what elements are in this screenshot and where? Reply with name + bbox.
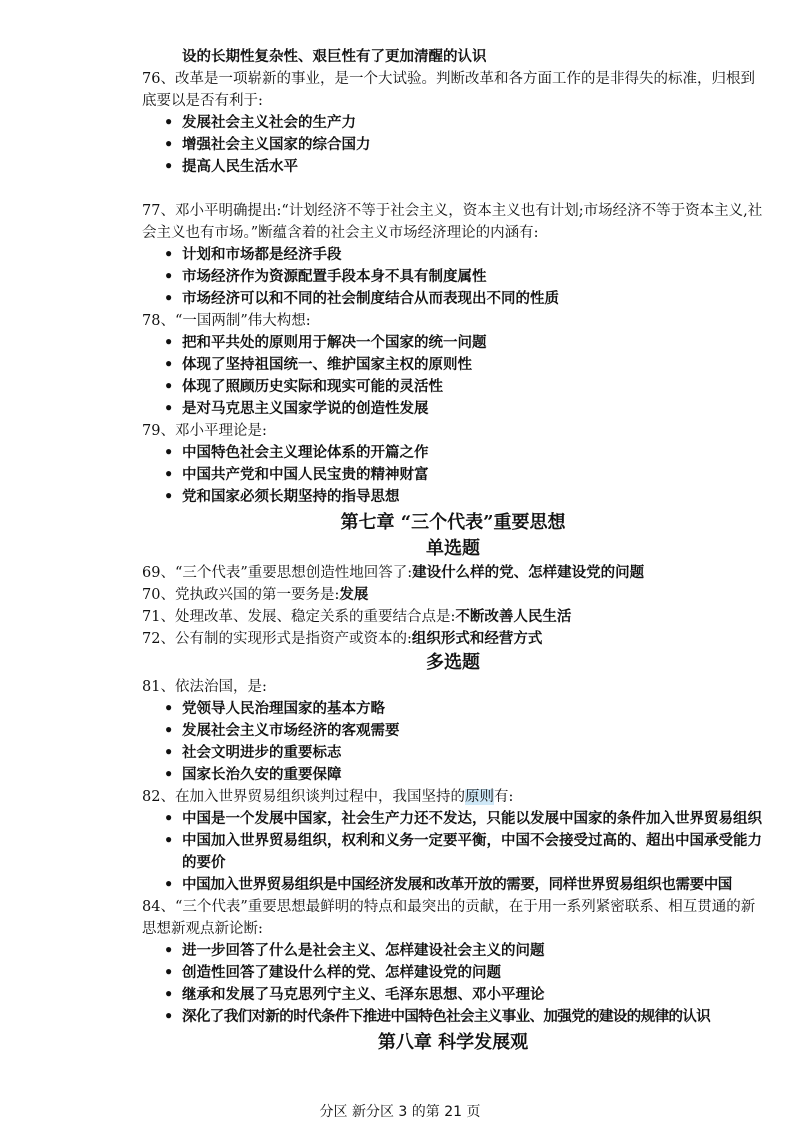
- list-item: • 党和国家必须长期坚持的指导思想: [142, 486, 764, 508]
- bullet-icon: •: [164, 444, 174, 461]
- highlighted-text: 原则: [464, 789, 494, 805]
- bullet-icon: •: [164, 378, 174, 395]
- bullet-icon: •: [164, 268, 174, 285]
- single-question-71: 71、处理改革、发展、稳定关系的重要结合点是:不断改善人民生活: [142, 608, 572, 625]
- page-footer: 分区 新分区 3 的第 21 页: [319, 1104, 481, 1120]
- list-item: • 发展社会主义社会的生产力: [142, 112, 764, 134]
- list-item: • 计划和市场都是经济手段: [142, 244, 764, 266]
- list-item: • 深化了我们对新的时代条件下推进中国特色社会主义事业、加强党的建设的规律的认识: [142, 1006, 764, 1028]
- multi-choice-heading: 多选题: [426, 652, 480, 673]
- bullet-icon: •: [164, 488, 174, 505]
- bullet-icon: •: [164, 722, 174, 739]
- question-number: 78、: [142, 313, 175, 329]
- single-choice-heading: 单选题: [426, 538, 480, 559]
- question-79: [142, 420, 764, 442]
- list-item: • 社会文明进步的重要标志: [142, 742, 764, 764]
- question-text: “一国两制”伟大构想:: [174, 313, 311, 329]
- list-item: • 党领导人民治理国家的基本方略: [142, 698, 764, 720]
- list-item: • 中国是一个发展中国家，社会生产力还不发达，只能以发展中国家的条件加入世界贸易组织: [142, 808, 764, 830]
- list-item: • 进一步回答了什么是社会主义、怎样建设社会主义的问题: [142, 940, 764, 962]
- bullet-icon: •: [164, 942, 174, 959]
- question-78: [142, 310, 764, 332]
- options-list: [142, 332, 764, 420]
- bullet-icon: •: [164, 114, 174, 131]
- question-77: [142, 200, 764, 244]
- bullet-icon: •: [164, 158, 174, 175]
- list-item: • 市场经济可以和不同的社会制度结合从而表现出不同的性质: [142, 288, 764, 310]
- list-item: • 国家长治久安的重要保障: [142, 764, 764, 786]
- chapter-8-heading: 第八章 科学发展观: [377, 1032, 529, 1053]
- question-76: [142, 68, 764, 112]
- bullet-icon: •: [164, 400, 174, 417]
- bullet-icon: •: [164, 290, 174, 307]
- options-list: [142, 112, 764, 178]
- list-item: • 把和平共处的原则用于解决一个国家的统一问题: [142, 332, 764, 354]
- options-list: [142, 442, 764, 508]
- list-item: • 创造性回答了建设什么样的党、怎样建设党的问题: [142, 962, 764, 984]
- question-82: 82、在加入世界贸易组织谈判过程中，我国坚持的原则有:: [142, 789, 514, 805]
- list-item: • 增强社会主义国家的综合国力: [142, 134, 764, 156]
- question-text: 邓小平理论是:: [174, 423, 267, 439]
- bullet-icon: •: [164, 832, 174, 849]
- question-number: 76、: [142, 71, 175, 87]
- bullet-icon: •: [164, 810, 174, 827]
- question-text: 改革是一项崭新的事业，是一个大试验。判断改革和各方面工作的是非得失的标准，归根到底要以是否有利于:: [142, 71, 755, 109]
- bullet-icon: •: [164, 136, 174, 153]
- continuation-line: 设的长期性复杂性、艰巨性有了更加清醒的认识: [182, 48, 487, 65]
- question-number: 79、: [142, 423, 175, 439]
- answer: 发展: [339, 586, 369, 603]
- bullet-icon: •: [164, 876, 173, 893]
- bullet-icon: •: [164, 700, 174, 717]
- list-item: • 中国加入世界贸易组织是中国经济发展和改革开放的需要，同样世界贸易组织也需要中国: [142, 874, 764, 896]
- question-84: 84、“三个代表”重要思想最鲜明的特点和最突出的贡献，在于用一系列紧密联系、相互贯通的新思想新观点新论断:: [142, 899, 756, 937]
- bullet-icon: •: [164, 246, 174, 263]
- single-question-70: 70、党执政兴国的第一要务是:发展: [142, 586, 369, 603]
- list-item: • 提高人民生活水平: [142, 156, 764, 178]
- list-item: • 中国加入世界贸易组织，权利和义务一定要平衡，中国不会接受过高的、超出中国承受能力的要价: [164, 832, 762, 871]
- list-item: • 发展社会主义市场经济的客观需要: [142, 720, 764, 742]
- list-item: • 市场经济作为资源配置手段本身不具有制度属性: [142, 266, 764, 288]
- list-item: • 中国特色社会主义理论体系的开篇之作: [142, 442, 764, 464]
- question-text: 邓小平明确提出:“计划经济不等于社会主义，资本主义也有计划;市场经济不等于资本主义,社会主义也有市场。”断蕴含着的社会主义市场经济理论的内涵有:: [142, 203, 763, 241]
- bullet-icon: •: [164, 744, 174, 761]
- answer: 建设什么样的党、怎样建设党的问题: [412, 564, 645, 581]
- options-list: [142, 244, 764, 310]
- list-item: • 体现了坚持祖国统一、维护国家主权的原则性: [142, 354, 764, 376]
- bullet-icon: •: [164, 964, 174, 981]
- chapter-7-heading: 第七章 “三个代表”重要思想: [340, 512, 566, 533]
- question-81: 81、依法治国，是:: [142, 679, 267, 695]
- bullet-icon: •: [164, 334, 174, 351]
- bullet-icon: •: [164, 466, 174, 483]
- list-item: • 中国共产党和中国人民宝贵的精神财富: [142, 464, 764, 486]
- page-content: [142, 46, 764, 1056]
- answer: 不断改善人民生活: [455, 608, 572, 625]
- single-question-69: 69、“三个代表”重要思想创造性地回答了:建设什么样的党、怎样建设党的问题: [142, 564, 645, 581]
- bullet-icon: •: [164, 986, 174, 1003]
- question-number: 77、: [142, 203, 175, 219]
- single-question-72: 72、公有制的实现形式是指资产或资本的:组织形式和经营方式: [142, 630, 543, 647]
- options-list: [142, 940, 764, 1028]
- bullet-icon: •: [164, 1008, 173, 1025]
- spacer: [142, 178, 764, 200]
- list-item: • 体现了照顾历史实际和现实可能的灵活性: [142, 376, 764, 398]
- options-list: [142, 698, 764, 786]
- bullet-icon: •: [164, 766, 174, 783]
- bullet-icon: •: [164, 356, 174, 373]
- list-item: • 继承和发展了马克思列宁主义、毛泽东思想、邓小平理论: [142, 984, 764, 1006]
- options-list: [142, 808, 764, 896]
- list-item: • 是对马克思主义国家学说的创造性发展: [142, 398, 764, 420]
- answer: 组织形式和经营方式: [411, 630, 543, 647]
